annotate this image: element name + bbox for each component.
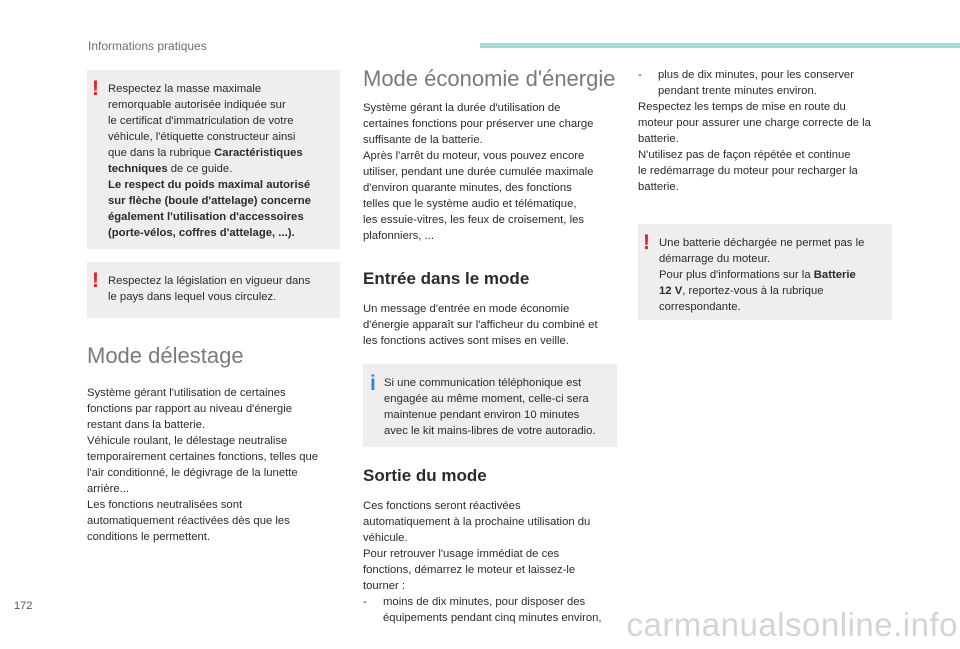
text-line: le redémarrage du moteur pour recharger la	[638, 165, 858, 177]
text-line: Après l'arrêt du moteur, vous pouvez encore	[363, 150, 585, 162]
text-line: plafonniers, ...	[363, 230, 434, 242]
dash-bullet: -	[363, 596, 367, 608]
text-line: l'air conditionné, le dégivrage de la lunette	[87, 467, 298, 479]
warning-icon: !	[92, 77, 99, 100]
text-line: Véhicule roulant, le délestage neutralise	[87, 435, 288, 447]
text-line: automatiquement réactivées dès que les	[87, 515, 290, 527]
text-line: véhicule, l'étiquette constructeur ainsi	[108, 131, 296, 143]
info-note-telephone	[363, 364, 617, 447]
heading-mode-delestage: Mode délestage	[87, 343, 244, 368]
text-line: d'énergie apparaît sur l'afficheur du combiné et	[363, 319, 598, 331]
bold-line: sur flèche (boule d'attelage) concerne	[108, 195, 311, 207]
warning-icon: !	[92, 269, 99, 292]
bold-line: (porte-vélos, coffres d'attelage, ...).	[108, 227, 295, 239]
text-line: , reportez-vous à la rubrique	[682, 285, 824, 297]
warning-note-towing	[87, 70, 340, 249]
text-line: le certificat d'immatriculation de votre	[108, 115, 294, 127]
text-line: les fonctions actives sont mises en veille.	[363, 335, 569, 347]
list-item	[363, 594, 617, 626]
text-line: moins de dix minutes, pour disposer des	[383, 596, 586, 608]
text-line: batterie.	[638, 181, 679, 193]
text-line: arrière...	[87, 483, 130, 495]
text-line: de ce guide.	[167, 163, 233, 175]
info-icon: i	[370, 372, 376, 395]
link-caracteristiques: Caractéristiques	[214, 147, 303, 159]
text-line: remorquable autorisée indiquée sur	[108, 99, 286, 111]
text-line: temporairement certaines fonctions, telles que	[87, 451, 319, 463]
text-line: Une batterie déchargée ne permet pas le	[659, 237, 865, 249]
middle-column	[363, 66, 617, 626]
warning-note-legislation	[87, 262, 340, 318]
text-line: plus de dix minutes, pour les conserver	[658, 69, 854, 81]
text-line: Respectez les temps de mise en route du	[638, 101, 846, 113]
text-line: utiliser, pendant une durée cumulée maximale	[363, 166, 594, 178]
text-line: Un message d'entrée en mode économie	[363, 303, 570, 315]
text-line: Respectez la masse maximale	[108, 83, 262, 95]
text-line: engagée au même moment, celle-ci sera	[384, 393, 589, 405]
text-line: fonctions, démarrez le moteur et laissez-le	[363, 564, 576, 576]
text-line: automatiquement à la prochaine utilisation du	[363, 516, 591, 528]
paragraph-economie	[363, 100, 617, 244]
paragraph-entree	[363, 301, 617, 349]
paragraph-sortie	[363, 498, 617, 594]
text-line: avec le kit mains-libres de votre autoradio.	[384, 425, 596, 437]
text-line: suffisante de la batterie.	[363, 134, 483, 146]
text-line: maintenue pendant environ 10 minutes	[384, 409, 580, 421]
header-title: Informations pratiques	[88, 39, 207, 53]
heading-sortie-mode: Sortie du mode	[363, 466, 487, 485]
link-techniques: techniques	[108, 163, 168, 175]
link-batterie: Batterie	[813, 269, 856, 281]
text-line: Respectez la législation en vigueur dans	[108, 275, 311, 287]
text-line: Pour retrouver l'usage immédiat de ces	[363, 548, 560, 560]
text-line: que dans la rubrique	[108, 147, 215, 159]
dash-bullet: -	[638, 69, 642, 81]
text-line: moteur pour assurer une charge correcte de la	[638, 117, 871, 129]
text-line: batterie.	[638, 133, 679, 145]
text-line: conditions le permettent.	[87, 531, 211, 543]
link-batterie-12v: 12 V	[659, 285, 683, 297]
watermark: carmanualsonline.info	[626, 606, 958, 643]
bold-line: Le respect du poids maximal autorisé	[108, 179, 311, 191]
text-line: restant dans la batterie.	[87, 419, 206, 431]
paragraph-delestage	[87, 385, 340, 545]
text-line: d'environ quarante minutes, des fonctions	[363, 182, 572, 194]
right-column	[638, 67, 892, 320]
text-line: fonctions par rapport au niveau d'énergie	[87, 403, 293, 415]
text-line: N'utilisez pas de façon répétée et continue	[638, 149, 851, 161]
page-number: 172	[14, 600, 33, 612]
text-line: Pour plus d'informations sur la	[659, 269, 814, 281]
text-line: pendant trente minutes environ.	[658, 85, 817, 97]
warning-icon: !	[643, 231, 650, 254]
header-accent-bar	[480, 43, 960, 48]
bold-line: également l'utilisation d'accessoires	[108, 211, 304, 223]
text-line: Si une communication téléphonique est	[384, 377, 582, 389]
text-line: Les fonctions neutralisées sont	[87, 499, 243, 511]
text-line: véhicule.	[363, 532, 408, 544]
left-column	[87, 70, 340, 545]
heading-mode-economie: Mode économie d'énergie	[363, 66, 616, 91]
text-line: Système gérant l'utilisation de certaines	[87, 387, 286, 399]
heading-entree-mode: Entrée dans le mode	[363, 269, 530, 288]
text-line: Ces fonctions seront réactivées	[363, 500, 521, 512]
text-line: Système gérant la durée d'utilisation de	[363, 102, 561, 114]
text-line: les essuie-vitres, les feux de croisement, les	[363, 214, 585, 226]
list-item	[638, 67, 892, 99]
text-line: démarrage du moteur.	[659, 253, 771, 265]
text-line: correspondante.	[659, 301, 741, 313]
text-line: équipements pendant cinq minutes environ,	[383, 612, 602, 624]
warning-note-batterie	[638, 224, 892, 320]
text-line: le pays dans lequel vous circulez.	[108, 291, 277, 303]
paragraph-batterie	[638, 99, 892, 195]
text-line: certaines fonctions pour préserver une charge	[363, 118, 594, 130]
text-line: tourner :	[363, 580, 406, 592]
text-line: telles que le système audio et télématique,	[363, 198, 577, 210]
